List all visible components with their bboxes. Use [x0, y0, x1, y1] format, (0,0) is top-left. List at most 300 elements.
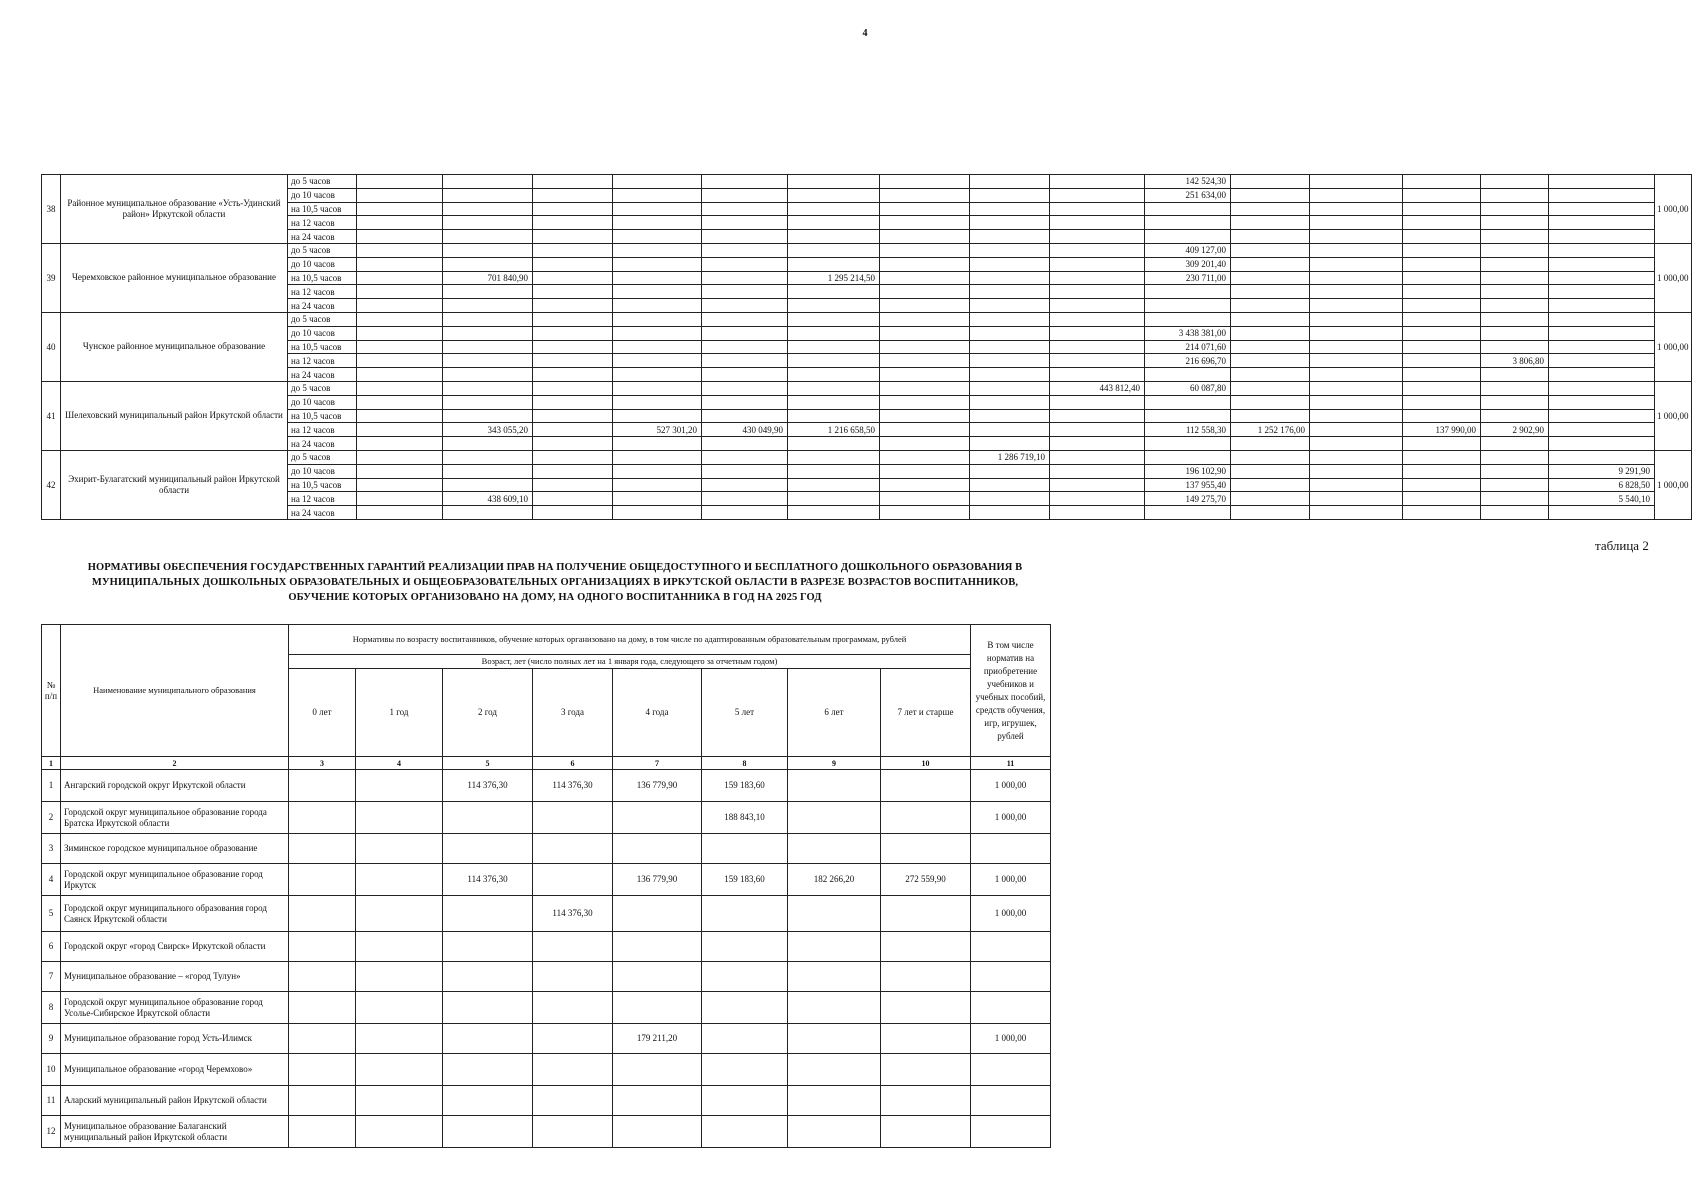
table-row	[42, 216, 1692, 230]
extra-value	[971, 962, 1051, 992]
value-cell	[788, 326, 880, 340]
extra-value: 1 000,00	[1655, 243, 1692, 312]
value-cell	[970, 492, 1050, 506]
value-cell	[1403, 230, 1481, 244]
value-cell	[702, 437, 788, 451]
value-cell	[613, 932, 702, 962]
hours-label: на 24 часов	[288, 437, 357, 451]
hours-label: на 10,5 часов	[288, 202, 357, 216]
value-cell: 527 301,20	[613, 423, 702, 437]
value-cell	[357, 202, 443, 216]
extra-value: 1 000,00	[971, 896, 1051, 932]
value-cell: 114 376,30	[533, 770, 613, 802]
value-cell	[1231, 175, 1310, 189]
district-number: 40	[42, 312, 61, 381]
value-cell	[1050, 271, 1145, 285]
value-cell	[880, 340, 970, 354]
value-cell	[788, 216, 880, 230]
table-row	[42, 188, 1692, 202]
value-cell	[613, 285, 702, 299]
value-cell: 112 558,30	[1145, 423, 1231, 437]
value-cell	[1231, 395, 1310, 409]
value-cell	[443, 312, 533, 326]
value-cell	[880, 202, 970, 216]
value-cell: 9 291,90	[1549, 464, 1655, 478]
value-cell	[1403, 202, 1481, 216]
value-cell	[443, 506, 533, 520]
value-cell	[1050, 464, 1145, 478]
value-cell	[1549, 368, 1655, 382]
value-cell	[702, 1024, 788, 1054]
row-number: 3	[42, 834, 61, 864]
hours-label: до 10 часов	[288, 257, 357, 271]
table-1-continuation	[41, 174, 1692, 520]
value-cell: 188 843,10	[702, 802, 788, 834]
value-cell	[881, 834, 971, 864]
value-cell	[533, 932, 613, 962]
value-cell: 343 055,20	[443, 423, 533, 437]
value-cell	[880, 299, 970, 313]
value-cell	[1481, 271, 1549, 285]
value-cell	[289, 802, 356, 834]
value-cell: 159 183,60	[702, 864, 788, 896]
value-cell: 430 049,90	[702, 423, 788, 437]
value-cell	[1481, 243, 1549, 257]
value-cell	[1050, 175, 1145, 189]
value-cell	[356, 1116, 443, 1148]
value-cell	[533, 1054, 613, 1086]
value-cell	[1403, 368, 1481, 382]
value-cell	[613, 354, 702, 368]
value-cell	[613, 1086, 702, 1116]
value-cell	[1050, 340, 1145, 354]
value-cell	[788, 299, 880, 313]
value-cell	[533, 368, 613, 382]
value-cell	[289, 992, 356, 1024]
value-cell	[970, 395, 1050, 409]
value-cell	[357, 299, 443, 313]
value-cell	[702, 354, 788, 368]
value-cell: 114 376,30	[443, 864, 533, 896]
row-number: 8	[42, 992, 61, 1024]
value-cell	[613, 230, 702, 244]
table-row	[42, 423, 1692, 437]
value-cell	[1549, 216, 1655, 230]
value-cell	[702, 1054, 788, 1086]
hours-label: до 5 часов	[288, 312, 357, 326]
value-cell	[1231, 492, 1310, 506]
column-index: 5	[443, 757, 533, 770]
value-cell	[357, 312, 443, 326]
value-cell	[1481, 202, 1549, 216]
value-cell: 701 840,90	[443, 271, 533, 285]
value-cell	[443, 992, 533, 1024]
value-cell	[1310, 409, 1403, 423]
value-cell	[881, 992, 971, 1024]
value-cell	[1481, 175, 1549, 189]
value-cell	[970, 464, 1050, 478]
extra-value: 1 000,00	[971, 802, 1051, 834]
value-cell	[533, 437, 613, 451]
value-cell	[970, 340, 1050, 354]
value-cell	[1481, 216, 1549, 230]
value-cell	[443, 230, 533, 244]
value-cell	[1310, 368, 1403, 382]
value-cell	[289, 1086, 356, 1116]
column-index: 8	[702, 757, 788, 770]
value-cell	[1403, 409, 1481, 423]
value-cell	[443, 175, 533, 189]
row-number: 7	[42, 962, 61, 992]
value-cell	[533, 834, 613, 864]
value-cell	[356, 864, 443, 896]
value-cell	[880, 188, 970, 202]
value-cell	[702, 506, 788, 520]
value-cell	[1050, 437, 1145, 451]
table-row	[42, 1054, 1051, 1086]
value-cell	[1481, 257, 1549, 271]
value-cell	[443, 202, 533, 216]
value-cell	[788, 506, 880, 520]
value-cell	[1310, 506, 1403, 520]
value-cell	[1145, 312, 1231, 326]
value-cell	[880, 464, 970, 478]
value-cell	[1549, 437, 1655, 451]
value-cell	[880, 354, 970, 368]
value-cell: 136 779,90	[613, 864, 702, 896]
value-cell	[702, 230, 788, 244]
value-cell	[443, 962, 533, 992]
value-cell	[788, 1086, 881, 1116]
value-cell	[1403, 395, 1481, 409]
value-cell	[1310, 340, 1403, 354]
value-cell	[1549, 326, 1655, 340]
district-number: 41	[42, 381, 61, 450]
hours-label: до 5 часов	[288, 175, 357, 189]
value-cell	[970, 299, 1050, 313]
hours-label: до 5 часов	[288, 243, 357, 257]
value-cell	[1310, 271, 1403, 285]
value-cell	[533, 1024, 613, 1054]
value-cell	[881, 962, 971, 992]
value-cell	[1481, 368, 1549, 382]
value-cell	[702, 932, 788, 962]
value-cell	[788, 1116, 881, 1148]
extra-value: 1 000,00	[1655, 381, 1692, 450]
value-cell	[1050, 188, 1145, 202]
value-cell	[1549, 354, 1655, 368]
value-cell: 1 252 176,00	[1231, 423, 1310, 437]
value-cell	[443, 437, 533, 451]
value-cell	[1403, 506, 1481, 520]
value-cell	[1549, 312, 1655, 326]
value-cell	[1231, 285, 1310, 299]
column-index: 3	[289, 757, 356, 770]
value-cell: 3 806,80	[1481, 354, 1549, 368]
value-cell	[1481, 312, 1549, 326]
table-row	[42, 864, 1051, 896]
value-cell	[1549, 450, 1655, 464]
value-cell	[1231, 326, 1310, 340]
municipality-name: Ангарский городской округ Иркутской области	[61, 770, 289, 802]
extra-value	[971, 1086, 1051, 1116]
hours-label: на 24 часов	[288, 368, 357, 382]
value-cell	[356, 834, 443, 864]
table-row	[42, 395, 1692, 409]
value-cell	[1481, 326, 1549, 340]
value-cell	[533, 506, 613, 520]
value-cell: 3 438 381,00	[1145, 326, 1231, 340]
table-2	[41, 624, 1051, 1148]
value-cell	[533, 216, 613, 230]
value-cell	[970, 478, 1050, 492]
value-cell	[1310, 243, 1403, 257]
value-cell	[289, 1116, 356, 1148]
table-row	[42, 992, 1051, 1024]
value-cell	[289, 834, 356, 864]
value-cell: 136 779,90	[613, 770, 702, 802]
value-cell	[1231, 299, 1310, 313]
value-cell	[1310, 437, 1403, 451]
column-index: 6	[533, 757, 613, 770]
value-cell	[1050, 202, 1145, 216]
value-cell	[881, 1116, 971, 1148]
value-cell	[357, 216, 443, 230]
value-cell	[788, 202, 880, 216]
hours-label: на 24 часов	[288, 506, 357, 520]
value-cell	[702, 962, 788, 992]
value-cell	[1231, 368, 1310, 382]
value-cell: 309 201,40	[1145, 257, 1231, 271]
table-row	[42, 409, 1692, 423]
value-cell	[702, 834, 788, 864]
hours-label: до 10 часов	[288, 395, 357, 409]
value-cell: 216 696,70	[1145, 354, 1231, 368]
value-cell	[880, 175, 970, 189]
value-cell	[1145, 450, 1231, 464]
row-number: 1	[42, 770, 61, 802]
value-cell	[357, 188, 443, 202]
value-cell	[533, 492, 613, 506]
row-number: 12	[42, 1116, 61, 1148]
value-cell	[357, 478, 443, 492]
value-cell	[702, 340, 788, 354]
value-cell	[1231, 464, 1310, 478]
value-cell	[702, 326, 788, 340]
value-cell	[970, 437, 1050, 451]
value-cell	[533, 464, 613, 478]
value-cell	[1403, 478, 1481, 492]
column-index: 1	[42, 757, 61, 770]
value-cell	[1050, 506, 1145, 520]
municipality-name: Городской округ муниципальное образование город Усолье-Сибирское Иркутской области	[61, 992, 289, 1024]
value-cell	[788, 285, 880, 299]
value-cell: 182 266,20	[788, 864, 881, 896]
value-cell	[1481, 450, 1549, 464]
value-cell	[613, 437, 702, 451]
value-cell: 159 183,60	[702, 770, 788, 802]
value-cell	[1403, 381, 1481, 395]
value-cell	[702, 243, 788, 257]
value-cell	[1481, 381, 1549, 395]
row-number: 5	[42, 896, 61, 932]
hours-label: на 10,5 часов	[288, 409, 357, 423]
value-cell	[970, 381, 1050, 395]
value-cell	[970, 175, 1050, 189]
value-cell	[1549, 423, 1655, 437]
value-cell	[1145, 437, 1231, 451]
municipality-name: Городской округ «город Свирск» Иркутской области	[61, 932, 289, 962]
table-row	[42, 202, 1692, 216]
value-cell	[357, 243, 443, 257]
value-cell	[443, 1024, 533, 1054]
value-cell	[1231, 409, 1310, 423]
value-cell	[788, 896, 881, 932]
value-cell	[1549, 395, 1655, 409]
value-cell	[613, 340, 702, 354]
value-cell	[356, 962, 443, 992]
value-cell	[1310, 395, 1403, 409]
table-row	[42, 802, 1051, 834]
value-cell	[1310, 381, 1403, 395]
value-cell	[1310, 188, 1403, 202]
extra-value	[971, 1116, 1051, 1148]
value-cell	[1050, 326, 1145, 340]
value-cell: 272 559,90	[881, 864, 971, 896]
value-cell	[1231, 450, 1310, 464]
value-cell	[788, 312, 880, 326]
value-cell	[788, 437, 880, 451]
table-row	[42, 932, 1051, 962]
value-cell	[1050, 478, 1145, 492]
value-cell	[357, 492, 443, 506]
header-age: 6 лет	[788, 669, 881, 757]
value-cell	[788, 962, 881, 992]
value-cell	[533, 340, 613, 354]
value-cell	[1145, 216, 1231, 230]
value-cell	[880, 492, 970, 506]
value-cell	[1231, 478, 1310, 492]
value-cell	[788, 464, 880, 478]
value-cell: 179 211,20	[613, 1024, 702, 1054]
value-cell	[880, 243, 970, 257]
value-cell	[788, 354, 880, 368]
value-cell	[788, 802, 881, 834]
table-label: таблица 2	[1595, 538, 1649, 553]
table-row	[42, 340, 1692, 354]
value-cell	[443, 285, 533, 299]
value-cell	[1050, 395, 1145, 409]
value-cell	[356, 932, 443, 962]
value-cell	[613, 243, 702, 257]
value-cell	[289, 770, 356, 802]
row-number: 9	[42, 1024, 61, 1054]
value-cell	[613, 450, 702, 464]
header-num: № п/п	[42, 625, 61, 757]
header-age: 5 лет	[702, 669, 788, 757]
value-cell: 60 087,80	[1145, 381, 1231, 395]
value-cell	[788, 340, 880, 354]
value-cell: 214 071,60	[1145, 340, 1231, 354]
value-cell: 5 540,10	[1549, 492, 1655, 506]
value-cell	[788, 834, 881, 864]
column-index: 11	[971, 757, 1051, 770]
value-cell	[1145, 368, 1231, 382]
value-cell	[613, 202, 702, 216]
value-cell	[533, 312, 613, 326]
value-cell	[1403, 299, 1481, 313]
value-cell	[533, 409, 613, 423]
header-group: Нормативы по возрасту воспитанников, обучение которых организовано на дому, в том числе по адаптированным образовательным программам, рублей	[289, 625, 971, 655]
value-cell	[970, 409, 1050, 423]
value-cell	[970, 368, 1050, 382]
header-subgroup: Возраст, лет (число полных лет на 1 января года, следующего за отчетным годом)	[289, 655, 971, 669]
value-cell	[1310, 257, 1403, 271]
value-cell	[788, 243, 880, 257]
table-row	[42, 271, 1692, 285]
extra-value: 1 000,00	[1655, 175, 1692, 244]
value-cell	[613, 257, 702, 271]
table-row	[42, 354, 1692, 368]
value-cell	[357, 326, 443, 340]
value-cell	[1050, 257, 1145, 271]
value-cell	[970, 271, 1050, 285]
value-cell	[443, 464, 533, 478]
value-cell	[1145, 285, 1231, 299]
value-cell	[702, 478, 788, 492]
value-cell	[613, 326, 702, 340]
hours-label: до 10 часов	[288, 464, 357, 478]
value-cell	[1549, 271, 1655, 285]
value-cell: 1 286 719,10	[970, 450, 1050, 464]
value-cell	[533, 478, 613, 492]
value-cell	[1403, 243, 1481, 257]
hours-label: на 24 часов	[288, 230, 357, 244]
value-cell	[1145, 299, 1231, 313]
value-cell	[1481, 188, 1549, 202]
value-cell	[970, 423, 1050, 437]
value-cell	[702, 202, 788, 216]
value-cell	[1481, 478, 1549, 492]
value-cell	[1231, 216, 1310, 230]
value-cell: 114 376,30	[533, 896, 613, 932]
value-cell	[613, 506, 702, 520]
value-cell	[533, 395, 613, 409]
value-cell	[533, 175, 613, 189]
value-cell	[443, 188, 533, 202]
value-cell	[443, 299, 533, 313]
municipality-name: Муниципальное образование город Усть-Илимск	[61, 1024, 289, 1054]
value-cell	[357, 340, 443, 354]
table-row	[42, 381, 1692, 395]
value-cell	[702, 450, 788, 464]
value-cell	[357, 175, 443, 189]
value-cell	[1310, 285, 1403, 299]
value-cell	[1481, 492, 1549, 506]
value-cell	[1549, 506, 1655, 520]
value-cell	[880, 395, 970, 409]
hours-label: на 10,5 часов	[288, 478, 357, 492]
municipality-name: Зиминское городское муниципальное образование	[61, 834, 289, 864]
value-cell	[533, 188, 613, 202]
hours-label: до 5 часов	[288, 381, 357, 395]
value-cell	[1481, 395, 1549, 409]
value-cell	[1549, 409, 1655, 423]
table-row	[42, 299, 1692, 313]
value-cell	[1549, 175, 1655, 189]
value-cell	[1481, 230, 1549, 244]
value-cell	[357, 230, 443, 244]
